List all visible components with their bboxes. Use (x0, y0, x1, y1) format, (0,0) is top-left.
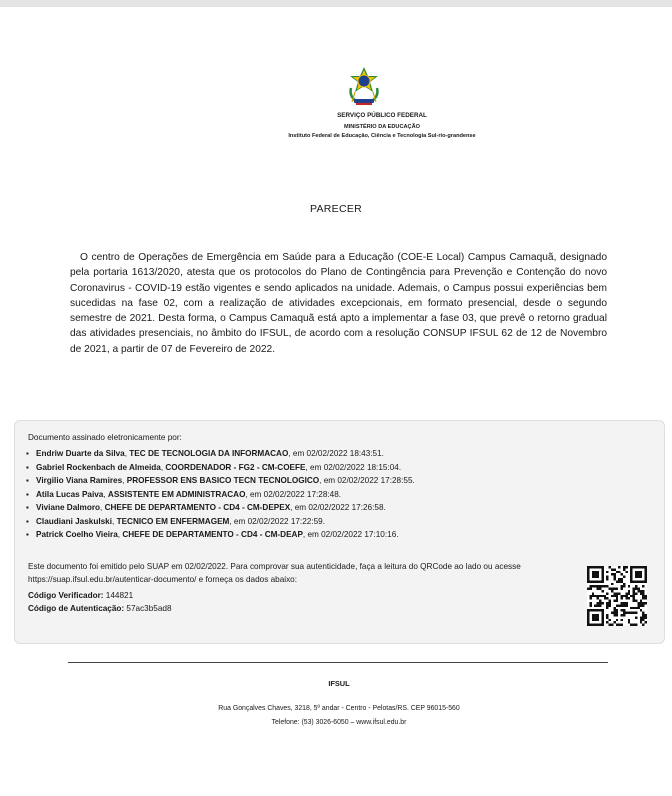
footer-org: IFSUL (328, 679, 350, 688)
signature-heading: Documento assinado eletronicamente por: (28, 433, 182, 442)
signer-item: ▪ Viviane Dalmoro, CHEFE DE DEPARTAMENTO - CD4 - CM-DEPEX, em 02/02/2022 17:26:58. (26, 501, 415, 515)
signer-role: ASSISTENTE EM ADMINISTRACAO (107, 489, 246, 499)
signer-role: PROFESSOR ENS BASICO TECN TECNOLOGICO (126, 476, 320, 485)
brazil-coat-of-arms-icon (347, 66, 381, 108)
header-line-2: MINISTÉRIO DA EDUCAÇÃO (344, 124, 420, 130)
verification-line-1: Este documento foi emitido pelo SUAP em 02/02/2022. Para comprovar sua autenticidade, faça a leitura do QRCode ao lado ou acesse (28, 562, 521, 571)
signer-name: Patrick Coelho Vieira (36, 530, 118, 539)
qr-code-icon[interactable] (587, 566, 647, 626)
verifier-label: Código Verificador: (28, 591, 104, 600)
body-text: O centro de Operações de Emergência em Saúde para a Educação (COE-E Local) Campus Camaquã, designado pela portaria 1613/2020, atesta que os protocolos do Plano de Contingência para Prevenção e Contenção do novo Coronavirus - COVID-19 estão vigentes e sendo aplicados na unidade. Ademais, o Campus possui experiências bem sucedidas na fase 02, com a realização de atividades excepcionais, em formato presencial, desde o segundo semestre de 2021. Desta forma, o Campus Camaquã está apto a implementar a fase 03, que prevê o retorno gradual das atividades presenciais, no âmbito do IFSUL, de acordo com a resolução CONSUP IFSUL 62 de 12 de Novembro de 2021, a partir de 07 de Fevereiro de 2022. (70, 252, 607, 355)
top-strip (0, 0, 672, 7)
signer-role: CHEFE DE DEPARTAMENTO - CD4 - CM-DEPEX (104, 503, 291, 512)
signer-role: TECNICO EM ENFERMAGEM (116, 516, 230, 526)
header-line-3: Instituto Federal de Educação, Ciência e Tecnologia Sul-rio-grandense (288, 133, 476, 139)
verification-line-2: https://suap.ifsul.edu.br/autenticar-documento/ e forneça os dados abaixo: (28, 574, 297, 584)
signer-item: ▪ Virgilio Viana Ramires, PROFESSOR ENS BASICO TECN TECNOLOGICO, em 02/02/2022 17:28:55. (26, 474, 415, 488)
auth-label: Código de Autenticação: (28, 604, 125, 613)
footer-address: Rua Gonçalves Chaves, 3218, 5º andar - Centro - Pelotas/RS. CEP 96015-560 (218, 705, 460, 712)
document-title: PARECER (309, 203, 363, 215)
signer-name: Atila Lucas Paiva (36, 489, 104, 499)
signer-date: , em 02/02/2022 17:22:59. (229, 516, 325, 526)
header-line-1: SERVIÇO PÚBLICO FEDERAL (337, 112, 427, 119)
verifier-code (28, 591, 133, 600)
signer-role: CHEFE DE DEPARTAMENTO - CD4 - CM-DEAP (122, 530, 303, 539)
signer-date: , em 02/02/2022 17:28:48. (245, 489, 342, 499)
footer-divider (68, 662, 608, 663)
auth-value: 57ac3b5ad8 (126, 604, 172, 613)
signer-name: Claudiani Jaskulski (36, 516, 112, 526)
signer-date: , em 02/02/2022 18:43:51. (288, 449, 384, 458)
signer-list (26, 447, 415, 542)
signer-name: Gabriel Rockenbach de Almeida (36, 462, 161, 472)
verification-instructions (28, 561, 573, 586)
signer-name: Viviane Dalmoro (36, 503, 101, 512)
signer-item: ▪ Gabriel Rockenbach de Almeida, COORDENADOR - FG2 - CM-COEFE, em 02/02/2022 18:15:04. (26, 461, 415, 475)
signer-name: Virgilio Viana Ramires (36, 476, 123, 485)
signer-item: ▪ Atila Lucas Paiva, ASSISTENTE EM ADMINISTRACAO, em 02/02/2022 17:28:48. (26, 488, 415, 502)
signer-role: TEC DE TECNOLOGIA DA INFORMACAO (129, 449, 289, 458)
signer-name: Endriw Duarte da Silva (36, 449, 125, 458)
signer-role: COORDENADOR - FG2 - CM-COEFE (165, 462, 306, 472)
document-body (70, 250, 607, 357)
signature-box (14, 420, 665, 644)
verifier-value: 144821 (105, 591, 134, 600)
signer-item: ▪ Endriw Duarte da Silva, TEC DE TECNOLOGIA DA INFORMACAO, em 02/02/2022 18:43:51. (26, 447, 415, 461)
signer-date: , em 02/02/2022 18:15:04. (305, 462, 402, 472)
signer-item: ▪ Claudiani Jaskulski, TECNICO EM ENFERMAGEM, em 02/02/2022 17:22:59. (26, 515, 415, 529)
signer-date: , em 02/02/2022 17:26:58. (290, 503, 386, 512)
footer-contact: Telefone: (53) 3026-6050 – www.ifsul.edu.br (271, 719, 407, 726)
signer-item: ▪ Patrick Coelho Vieira, CHEFE DE DEPARTAMENTO - CD4 - CM-DEAP, em 02/02/2022 17:10:16. (26, 528, 415, 542)
authentication-code (28, 604, 172, 613)
signer-date: , em 02/02/2022 17:28:55. (319, 476, 415, 485)
signer-date: , em 02/02/2022 17:10:16. (302, 530, 399, 539)
